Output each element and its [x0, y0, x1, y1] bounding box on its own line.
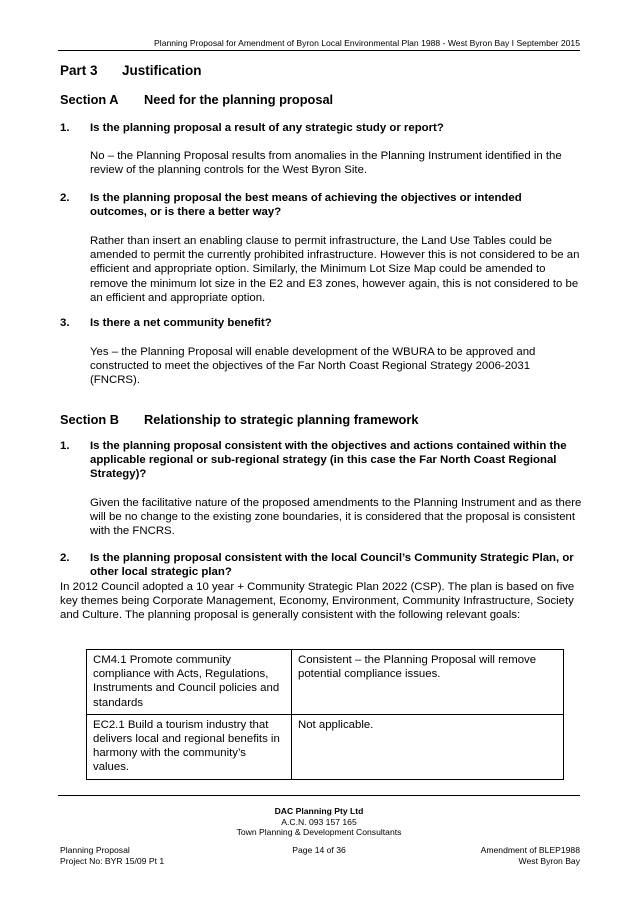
question-text: Is the planning proposal the best means of achieving the objectives or intended outcomes, or is there a better way?	[90, 192, 522, 218]
question-text: Is the planning proposal consistent with the local Council’s Community Strategic Plan, or other local strategic plan?	[90, 552, 574, 578]
table-row	[87, 714, 564, 779]
part-title: Justification	[122, 63, 202, 78]
running-header: Planning Proposal for Amendment of Byron Local Environmental Plan 1988 - West Byron Bay I September 2015	[154, 38, 580, 48]
section-b-heading	[60, 412, 418, 427]
question-number: 1.	[60, 122, 70, 134]
assessment-cell: Consistent – the Planning Proposal will remove potential compliance issues.	[292, 650, 564, 715]
question-a2	[60, 191, 580, 219]
project-number: Project No: BYR 15/09 Pt 1	[60, 855, 165, 866]
section-a-title: Need for the planning proposal	[144, 92, 334, 107]
assessment-cell: Not applicable.	[292, 714, 564, 779]
location-label: West Byron Bay	[518, 855, 580, 866]
question-text: Is the planning proposal consistent with the objectives and actions contained within the applicable regional or sub-regional strategy (in this case the Far North Coast Regional Strategy)?	[90, 440, 567, 480]
firm-tagline: Town Planning & Development Consultants	[236, 827, 402, 837]
section-a-label: Section A	[60, 92, 119, 107]
footer-rule	[58, 795, 580, 796]
answer-b1: Given the facilitative nature of the proposed amendments to the Planning Instrument and as there will be no change to the existing zone boundaries, it is considered that the proposal is consistent with the FNCRS.	[90, 497, 582, 538]
footer-firm-block	[0, 806, 638, 838]
goal-cell: EC2.1 Build a tourism industry that delivers local and regional benefits in harmony with the community’s values.	[87, 714, 292, 779]
question-text: Is the planning proposal a result of any strategic study or report?	[90, 122, 444, 134]
question-number: 3.	[60, 317, 70, 329]
question-number: 2.	[60, 192, 70, 204]
part-heading	[60, 63, 202, 78]
page-number: Page 14 of 36	[292, 845, 346, 855]
answer-a3: Yes – the Planning Proposal will enable development of the WBURA to be approved and constructed to meet the objectives of the Far North Coast Regional Strategy 2006-2031 (FNCRS).	[90, 346, 536, 387]
question-a1	[60, 121, 580, 135]
firm-name: DAC Planning Pty Ltd	[274, 806, 364, 816]
firm-acn: A.C.N. 093 157 165	[281, 816, 357, 827]
answer-a1: No – the Planning Proposal results from anomalies in the Planning Instrument identified in the review of the planning controls for the West Byron Site.	[90, 150, 562, 177]
question-b1	[60, 439, 580, 481]
question-b2	[60, 551, 580, 579]
question-text: Is there a net community benefit?	[90, 317, 272, 329]
footer-right	[481, 845, 580, 866]
amendment-label: Amendment of BLEP1988	[480, 845, 580, 855]
section-b-title: Relationship to strategic planning framework	[144, 412, 419, 427]
part-label: Part 3	[60, 63, 98, 78]
section-b-label: Section B	[60, 412, 120, 427]
answer-b2: In 2012 Council adopted a 10 year + Community Strategic Plan 2022 (CSP). The plan is based on five key themes being Corporate Management, Economy, Environment, Community Infrastructure, Society and Culture. The planning proposal is generally consistent with the following relevant goals:	[60, 581, 575, 622]
answer-a2: Rather than insert an enabling clause to permit infrastructure, the Land Use Tables could be amended to permit the currently prohibited infrastructure. However this is not considered to be an efficient and appropriate option. Similarly, the Minimum Lot Size Map could be amended to remove the minimum lot size in the E2 and E3 zones, however again, this is not considered to be an efficient and appropriate option.	[90, 235, 580, 304]
goal-cell: CM4.1 Promote community compliance with Acts, Regulations, Instruments and Council policies and standards	[87, 650, 292, 715]
question-a3	[60, 316, 580, 330]
section-a-heading	[60, 92, 333, 107]
question-number: 2.	[60, 552, 70, 564]
doc-type: Planning Proposal	[60, 845, 130, 855]
header-rule	[58, 50, 580, 51]
goals-table	[86, 649, 564, 780]
table-row	[87, 650, 564, 715]
question-number: 1.	[60, 440, 70, 452]
